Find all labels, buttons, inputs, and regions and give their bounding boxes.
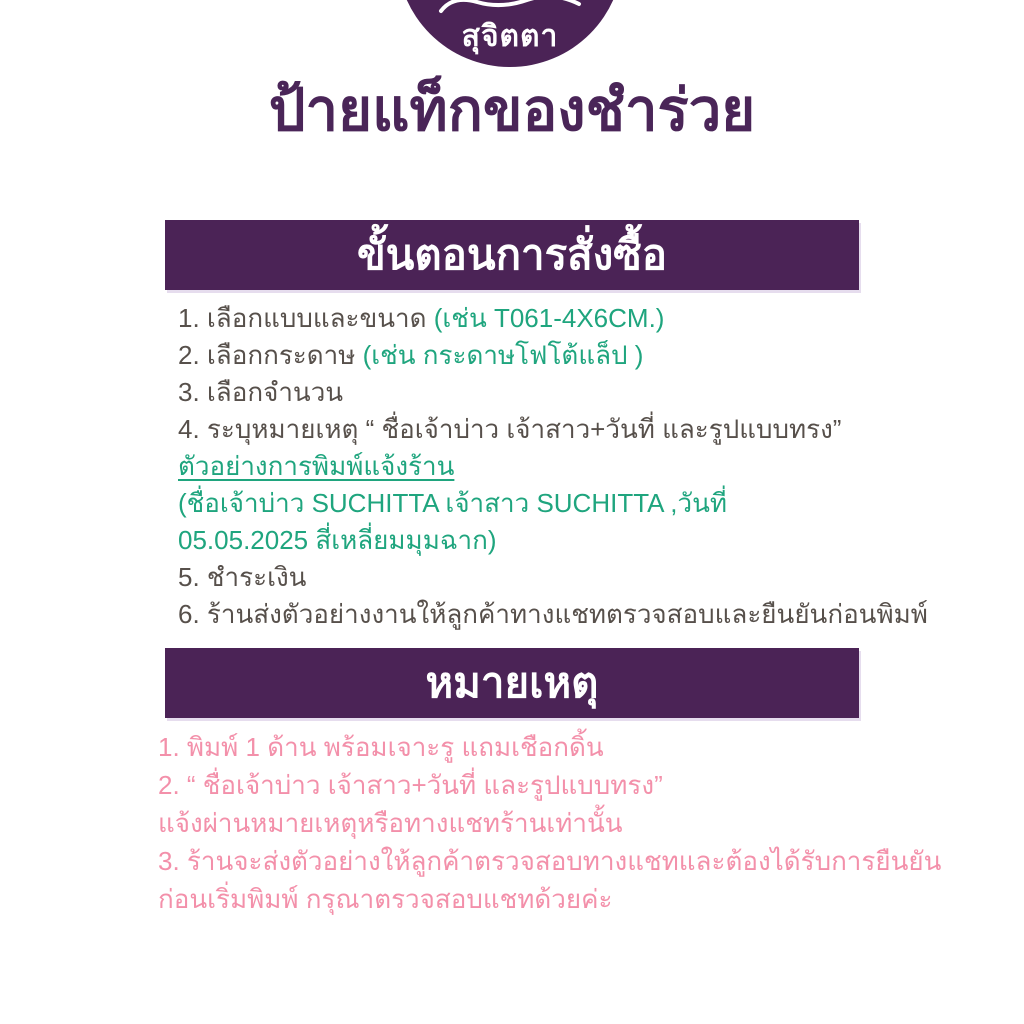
brand-logo-text: สุจิตตา — [461, 20, 559, 53]
order-step-example: (เช่น กระดาษโฟโต้แล็ป ) — [362, 340, 644, 370]
order-step-example: (เช่น T061-4X6CM.) — [433, 303, 665, 333]
print-example-line: (ชื่อเจ้าบ่าว SUCHITTA เจ้าสาว SUCHITTA ,วันที่ — [178, 488, 728, 518]
order-step: 6. ร้านส่งตัวอย่างงานให้ลูกค้าทางแชทตรวจสอบและยืนยันก่อนพิมพ์ — [178, 599, 928, 629]
section-header-notes — [165, 648, 859, 718]
order-step — [178, 411, 918, 448]
print-example-heading: ตัวอย่างการพิมพ์แจ้งร้าน — [178, 451, 455, 481]
note-item: 2. “ ชื่อเจ้าบ่าว เจ้าสาว+วันที่ และรูปแบบทรง” — [158, 770, 663, 800]
note-item: แจ้งผ่านหมายเหตุหรือทางแชทร้านเท่านั้น — [158, 808, 623, 838]
section-header-notes-label: หมายเหตุ — [425, 659, 599, 706]
order-step: 5. ชำระเงิน — [178, 562, 307, 592]
note-item: 3. ร้านจะส่งตัวอย่างให้ลูกค้าตรวจสอบทางแชทและต้องได้รับการยืนยัน — [158, 846, 942, 876]
order-step — [178, 337, 918, 374]
note-item: 1. พิมพ์ 1 ด้าน พร้อมเจาะรู แถมเชือกดิ้น — [158, 732, 604, 762]
page-title: ป้ายแท็กของชำร่วย — [268, 78, 756, 143]
brand-logo — [397, 0, 623, 67]
notes-list — [158, 728, 942, 918]
order-step-text: 3. เลือกจำนวน — [178, 377, 344, 407]
order-step — [178, 374, 918, 411]
order-steps-list — [178, 300, 928, 633]
section-header-order-steps-label: ขั้นตอนการสั่งซื้อ — [356, 231, 668, 278]
order-step — [178, 300, 918, 337]
order-step-text: 1. เลือกแบบและขนาด — [178, 303, 434, 333]
note-item: ก่อนเริ่มพิมพ์ กรุณาตรวจสอบแชทด้วยค่ะ — [158, 884, 613, 914]
order-step-text: 2. เลือกกระดาษ — [178, 340, 363, 370]
print-example-line: 05.05.2025 สี่เหลี่ยมมุมฉาก) — [178, 525, 497, 555]
order-step-text: 4. ระบุหมายเหตุ “ ชื่อเจ้าบ่าว เจ้าสาว+วันที่ และรูปแบบทรง” — [178, 414, 842, 444]
section-header-order-steps — [165, 220, 859, 290]
